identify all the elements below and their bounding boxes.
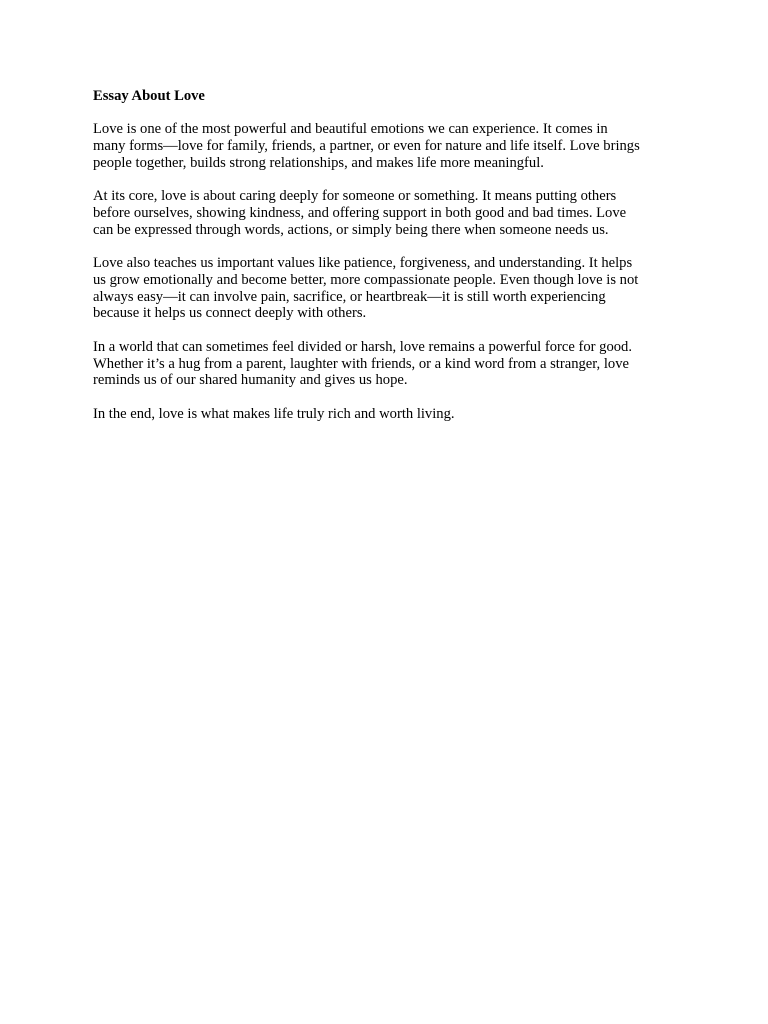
text-line: always easy—it can involve pain, sacrifice, or heartbreak—it is still worth experiencing	[93, 288, 606, 305]
text-line: us grow emotionally and become better, more compassionate people. Even though love is not	[93, 271, 639, 288]
document-title: Essay About Love	[93, 88, 205, 104]
paragraph-1	[93, 121, 683, 171]
document-body	[93, 88, 683, 439]
paragraph-5	[93, 406, 683, 423]
text-line: In the end, love is what makes life truly rich and worth living.	[93, 405, 455, 422]
text-line: before ourselves, showing kindness, and offering support in both good and bad times. Love	[93, 204, 627, 221]
paragraph-4	[93, 339, 683, 389]
paragraph-3	[93, 255, 683, 322]
text-line: reminds us of our shared humanity and gives us hope.	[93, 372, 408, 389]
text-line: Love also teaches us important values like patience, forgiveness, and understanding. It helps	[93, 255, 633, 272]
text-line: Whether it’s a hug from a parent, laughter with friends, or a kind word from a stranger, love	[93, 355, 629, 372]
text-line: many forms—love for family, friends, a partner, or even for nature and life itself. Love brings	[93, 138, 640, 155]
text-line: can be expressed through words, actions, or simply being there when someone needs us.	[93, 221, 609, 238]
text-line: people together, builds strong relationships, and makes life more meaningful.	[93, 154, 544, 171]
text-line: At its core, love is about caring deeply for someone or something. It means putting others	[93, 188, 617, 205]
paragraph-2	[93, 188, 683, 238]
text-line: because it helps us connect deeply with others.	[93, 305, 367, 322]
text-line: In a world that can sometimes feel divided or harsh, love remains a powerful force for good.	[93, 338, 632, 355]
text-line: Love is one of the most powerful and beautiful emotions we can experience. It comes in	[93, 121, 608, 138]
